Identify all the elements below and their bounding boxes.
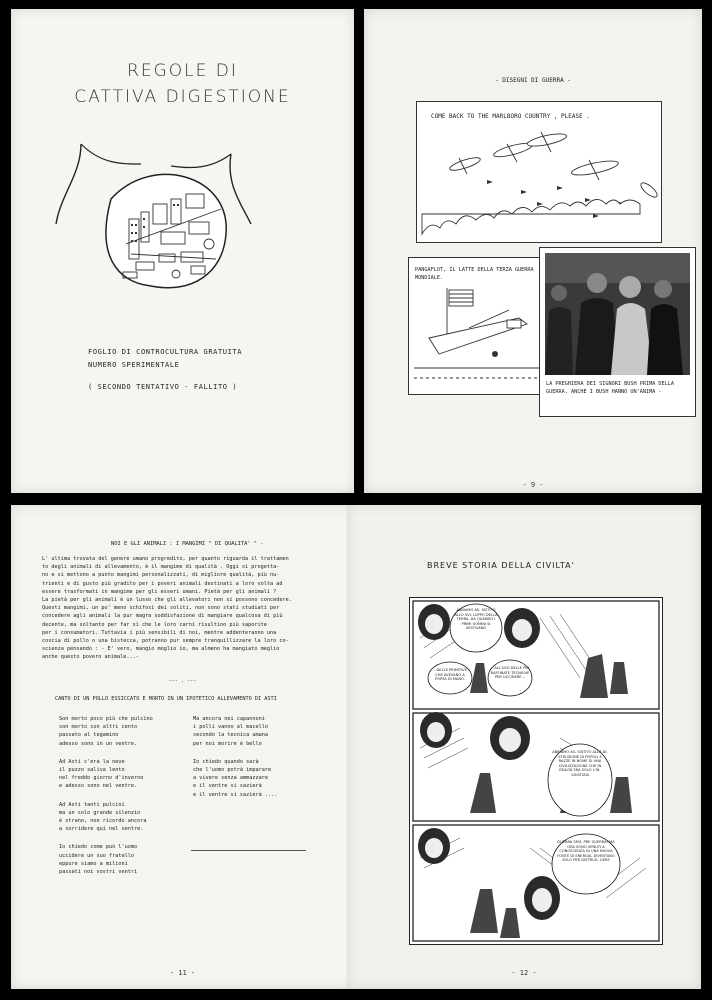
poem-line: uccidere un suo fratello (59, 852, 134, 859)
poem-line: Ma ancora nei capannoni (193, 716, 265, 722)
poem-line: passato al tegamino (59, 732, 119, 739)
poem-line: Ad Asti c'era la neve (59, 758, 125, 765)
poem-line: adesso sono in un ventre. (59, 740, 138, 747)
article-body (42, 555, 342, 662)
page-11 (11, 505, 354, 989)
comic-balloon-4: ABBIAMO AS- SISTITO ALLA DI- STRUZIONE DI POPOLI E RAZZE IN NOME DI UNA CIVILIZZAZIONE CHE IN REALTÀ ERA SOLO L'IN- GIUSTIZIA (552, 750, 608, 777)
comic-balloon-5: GUERRA SEM- PRE GUERRA! MA ORA SONO VENUTI A CONOSCENZA DI UNA NUOVA FONTE DI ENERGIA, DIVENTANO SOLO PER DISTRUG- GERE (557, 840, 615, 863)
article-line: per i consumatori. Tuttavia i più sensibili di noi, mentre addenteranno una (42, 629, 277, 636)
bush-photo-panel (539, 247, 696, 417)
poem-line: Io chiedo come può l'uomo (59, 844, 138, 851)
poem-gap (59, 833, 199, 843)
poem-line: e adesso sono nel ventre. (59, 783, 138, 790)
article-line: no e si mettono a punto mangimi personalizzati, di migliore qualità, più nu- (42, 572, 280, 579)
warship-drawing (409, 258, 545, 394)
poem-line: son morto con altri cento (59, 724, 138, 731)
planes-drawing (417, 102, 661, 242)
page11-header: NOI E GLI ANIMALI : I MANGIMI " DI QUALITA' " - (111, 541, 264, 547)
cover-subtitle-2: NUMERO SPERIMENTALE (88, 361, 180, 369)
article-line: decente, ma soltanto per far sì che le loro carni risultino più saporite (42, 621, 267, 628)
article-line: La pietà per gli animali è un lusso che gli allevatori non si possono concedere. (42, 597, 292, 604)
page9-header: - DISEGNI DI GUERRA - (495, 77, 571, 84)
cover-title-line-2: CATTIVA DIGESTIONE (74, 87, 291, 107)
article-line: concedere agli animali la pur magra soddisfazione di mangiare qualcosa di più (42, 613, 283, 620)
cover-subtitle-1: FOGLIO DI CONTROCULTURA GRATUITA (88, 348, 243, 356)
page-12 (347, 505, 701, 989)
article-separator: --- . --- (168, 678, 197, 684)
article-line: trienti e di gusto più gradito per i poveri animali destinati a loro volta ad (42, 580, 283, 587)
poem-line: Ad Asti tanti pulcini (59, 801, 125, 808)
poem-line: a sorridere qui nel ventre. (59, 826, 144, 833)
page-9 (364, 9, 702, 493)
comic-balloon-2: ...DELLE PRIMITIVE CHE AVEVANO A PORTA DI MANO. (433, 668, 467, 682)
poem-line: per noi morire è bello (193, 740, 262, 747)
warship-panel (408, 257, 546, 395)
comic-artwork (410, 598, 662, 944)
article-line: to degli animali di allevamento, è il mangime di qualità . Oggi si progetta- (42, 564, 280, 571)
warship-caption: PANGAFLOT, IL LATTE DELLA TERZA GUERRA MONDIALE. (415, 267, 534, 282)
poem-right-column (193, 715, 343, 799)
article-line: scienza pensando : - E' vero, mangio moglio io, ma almeno ha mangiato meglio (42, 646, 280, 653)
comic-title: BREVE STORIA DELLA CIVILTA' (427, 561, 575, 570)
cover-title-line-1: REGOLE DI (127, 61, 238, 81)
page9-number: - 9 - (522, 481, 544, 489)
page12-number: - 12 - (511, 969, 537, 977)
poem-line: e il ventre si sazierà (193, 783, 262, 790)
bush-photo (545, 253, 690, 375)
comic-balloon-1: ABBIAMO AS- SISTITO ALLO SVI- LUPPO DELLA TERRA. DA QUANDO I PRIMI UOMINI SI VESTIVANO (454, 608, 498, 631)
page11-number: - 11 - (169, 969, 196, 977)
poem-gap (193, 748, 343, 758)
photo-caption: LA PREGHIERA DEI SIGNORI BUSH PRIMA DELLA GUERRA. ANCHE I BUSH HANNO UN'ANIMA - (546, 381, 675, 396)
article-line: coscia di pollo o una bistecca, potranno pur sempre tranquillizzare la loro co- (42, 638, 289, 645)
poem-line: eppure siamo a milioni (59, 860, 128, 867)
song-title: CANTO DI UN POLLO ESSICCATO E MORTO IN UN IPOTETICO ALLEVAMENTO DI ASTI (55, 696, 277, 702)
torso-illustration (41, 124, 271, 314)
cover-page (11, 9, 354, 493)
poem-line: il puzzo saliva lento (59, 767, 125, 774)
article-line: L' ultima trovata del genere umano progredito, per quanto riguarda il trattamen (42, 556, 289, 562)
article-line: essere trasformati in mangime per gli esseri umani. Pietà per gli animali ? (42, 588, 277, 595)
poem-line: e il ventre si sazierà .... (193, 791, 278, 798)
poem-line: nel freddo giorno d'inverno (59, 775, 144, 782)
poem-line: a vivere senza ammazzare (193, 775, 268, 782)
comic-balloon-3: ...ALL'USO DELLE PIÙ RAFFINATE TECNICHE PER UCCIDERE... (490, 666, 530, 680)
poem-gap (59, 791, 199, 801)
planes-caption: COME BACK TO THE MARLBORO COUNTRY , PLEASE . (431, 113, 590, 120)
poem-line: Io chiedo quando sarà (193, 758, 259, 765)
planes-panel (416, 101, 662, 243)
poem-gap (59, 748, 199, 758)
article-line: Questi mangimi, un po' meno schifosi dei soliti, non sono stati studiati per (42, 605, 280, 612)
poem-line: passati noi vostri ventri (59, 869, 138, 876)
poem-line: è strano, non ricordo ancora (59, 818, 147, 825)
cover-note: ( SECONDO TENTATIVO - FALLITO ) (88, 383, 238, 391)
article-line: anche questo povero animale...- (42, 654, 139, 661)
comic-page (409, 597, 663, 945)
poem-line: che l'uomo potrà imparare (193, 767, 272, 774)
poem-left-column (59, 715, 199, 876)
poem-line: Son morto poco più che pulcino (59, 716, 153, 722)
poem-line: i polli vanno al macello (193, 724, 268, 731)
poem-rule (191, 850, 306, 851)
poem-line: ma un solo grande silenzio (59, 809, 141, 816)
poem-line: secondo la tecnica umana (193, 732, 268, 739)
